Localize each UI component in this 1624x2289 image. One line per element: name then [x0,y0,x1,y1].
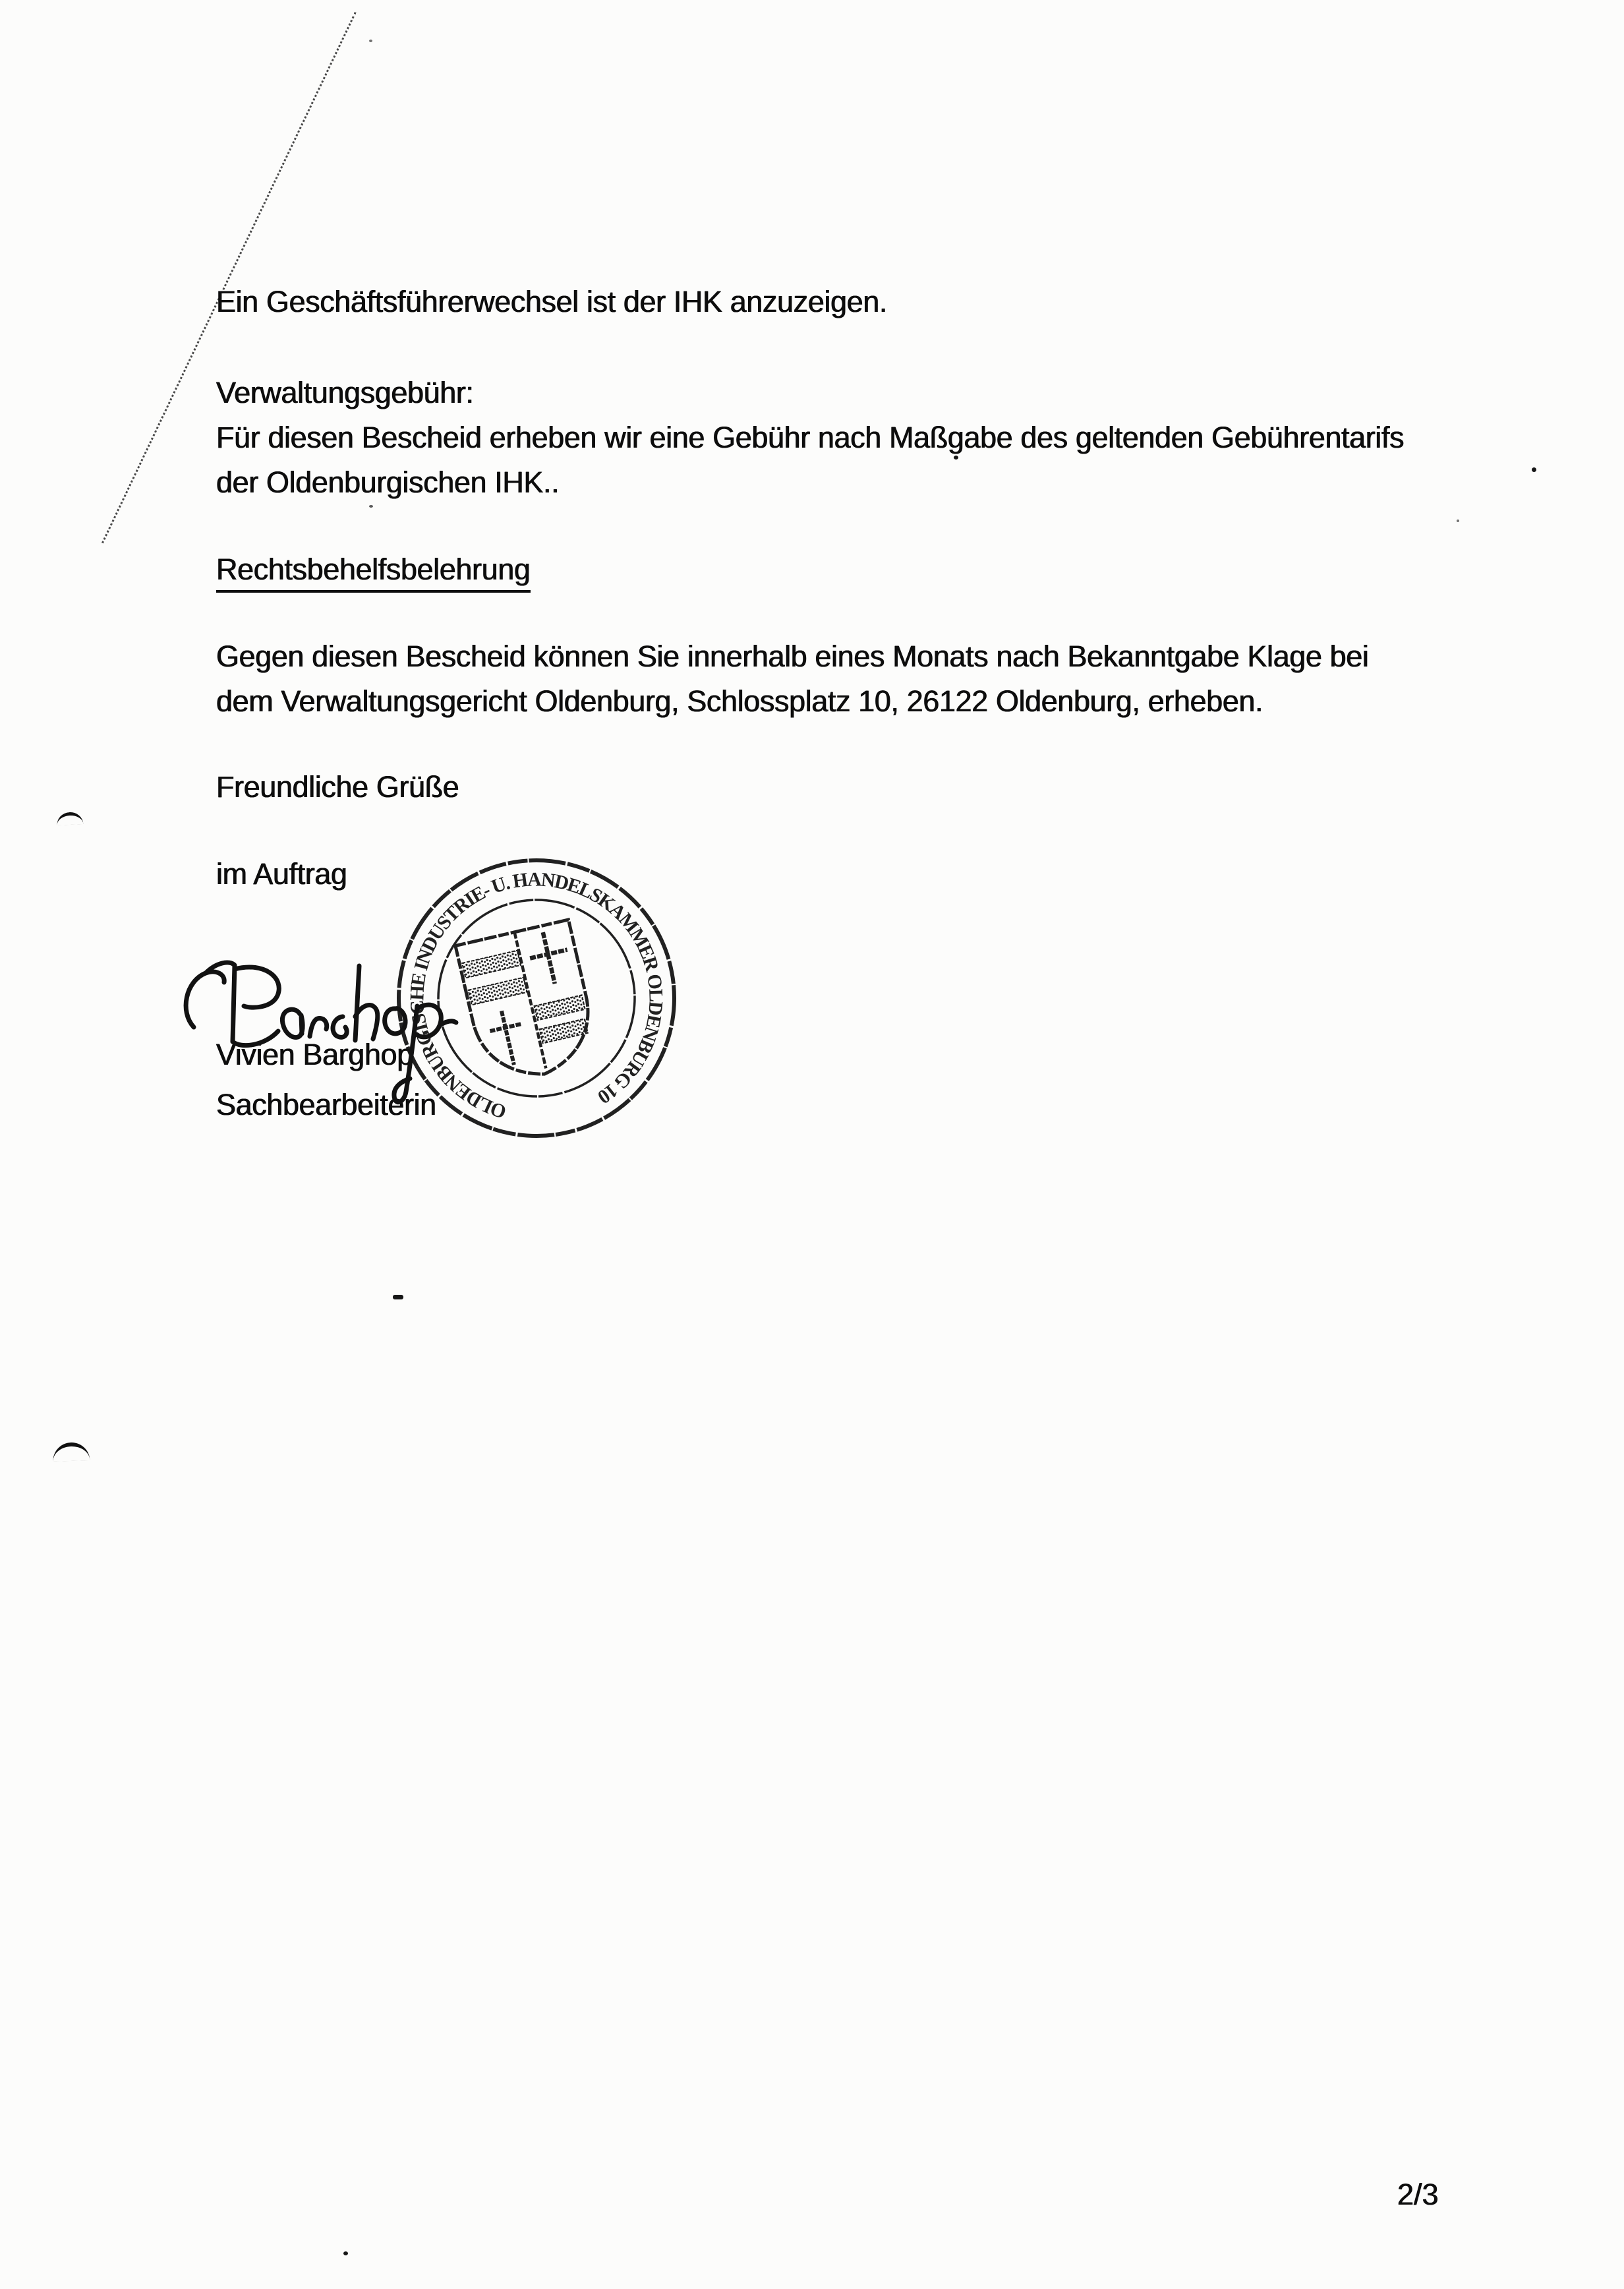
scan-speck [393,1295,403,1299]
stamp-coat-of-arms-shield [455,920,601,1087]
signer-role: Sachbearbeiterin [216,1088,436,1121]
scan-speck [1532,467,1536,472]
appeal-text-line-1: Gegen diesen Bescheid können Sie innerhalb eines Monats nach Bekanntgabe Klage bei [216,639,1369,673]
scan-mark-left-upper [57,812,84,825]
appeal-heading [216,552,531,593]
stamp-outer-circle [399,860,674,1136]
shield-bar [462,951,521,978]
scan-speck [369,505,373,508]
scan-speck [954,456,958,460]
shield-cross-lower-left [486,1007,531,1068]
shield-bar [469,978,527,1005]
shield-cross-upper-right [525,928,574,988]
stamp-ring-label [406,868,666,1123]
appeal-text-line-2: dem Verwaltungsgericht Oldenburg, Schlossplatz 10, 26122 Oldenburg, erheben. [216,684,1263,718]
page-number: 2/3 [1397,2178,1439,2211]
fee-text-line-2: der Oldenburgischen IHK.. [216,465,560,499]
on-behalf-line: im Auftrag [216,857,347,891]
signer-name: Vivien Barghop [216,1038,413,1071]
notice-line: Ein Geschäftsführerwechsel ist der IHK anzuzeigen. [216,285,888,318]
fee-heading: Verwaltungsgebühr: [216,376,474,409]
fee-text-line-1: Für diesen Bescheid erheben wir eine Gebühr nach Maßgabe des geltenden Gebührentarifs [216,421,1405,454]
closing-line: Freundliche Grüße [216,770,459,804]
scan-speck [369,40,372,42]
scan-speck [1457,520,1459,522]
scan-speck [343,2251,348,2255]
shield-bar [535,995,585,1020]
ihk-oldenburg-stamp [389,847,685,1157]
scan-mark-left-lower [53,1442,90,1462]
scan-scratch-line [102,12,357,543]
stamp-ring-text: OLDENBURGISCHE INDUSTRIE- U. HANDELSKAMMER OLDENBURG 10 [406,868,667,1123]
appeal-heading-text: Rechtsbehelfsbelehrung [216,552,531,593]
shield-divider [515,932,546,1069]
